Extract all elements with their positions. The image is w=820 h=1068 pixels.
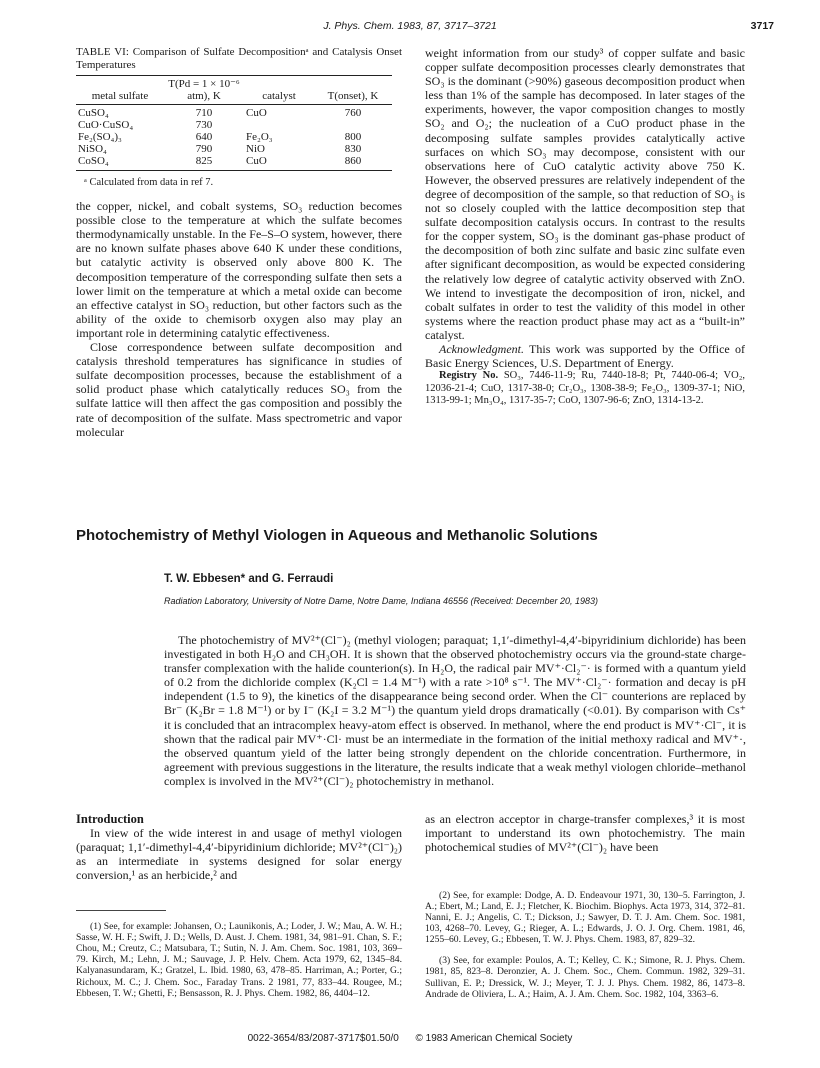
footnotes-right (425, 880, 745, 1010)
body-paragraph: the copper, nickel, and cobalt systems, SO₃ reduction becomes possible close to the temperature at which the sulfate becomes thermodynamically unstable. In the Fe–S–O system, however, there are no known sulfate phases above 640 K under these conditions, but catalytic activity is observed only above 800 K. The decomposition temperature of the corresponding sulfate then sets a lower limit on the temperature at which a metal oxide can become an effective catalyst in SO₃ reduction, but other factors such as the ability of the oxide to chemisorb oxygen also may play an important role in determining catalytic effectiveness. (76, 199, 402, 340)
page-number: 3717 (750, 20, 774, 32)
table-cell: CuSO₄ (78, 107, 109, 119)
right-column (425, 46, 745, 408)
col-header-decomposition-temp: T(Pd = 1 × 10⁻⁶ atm), K (168, 78, 240, 102)
introduction-right (425, 812, 745, 854)
left-column (76, 46, 402, 439)
table-row (76, 119, 392, 131)
table-cell: 825 (195, 155, 213, 167)
table-cell: Fe₂(SO₄)₃ (78, 131, 122, 143)
footnotes-left (76, 902, 402, 1009)
journal-citation: J. Phys. Chem. 1983, 87, 3717–3721 (323, 20, 497, 32)
table-cell: 710 (195, 107, 213, 119)
table-row (76, 143, 392, 155)
table-row (76, 105, 392, 120)
table-cell: 800 (344, 131, 362, 143)
table-cell: 830 (344, 143, 362, 155)
page-footer (0, 1033, 820, 1044)
table-footnote: ᵃ Calculated from data in ref 7. (84, 177, 214, 188)
body-paragraph: In view of the wide interest in and usage of methyl viologen (paraquat; 1,1′-dimethyl-4,4′-bipyridinium dichloride; MV²⁺(Cl⁻)₂) as an intermediate in systems designed for solar energy conversion,¹ as an herbicide,² and (76, 826, 402, 883)
acknowledgment-text: This work was supported by the Office of Basic Energy Sciences, U.S. Department of Energy. (425, 341, 745, 371)
body-paragraph: Close correspondence between sulfate decomposition and catalysis threshold temperatures has significance in studies of sulfate decomposition processes, because the establishment of a solid product phase which catalytically reduces SO₃ from the sulfate lattice will then affect the gas composition and possibly the rate of decomposition of the sulfate. Mass spectrometric and vapor molecular (76, 340, 402, 439)
body-paragraph: weight information from our study³ of copper sulfate and basic copper sulfate decomposition processes clearly demonstrates that SO₃ is the dominant (>90%) gaseous decomposition product when less than 1% of the sample has decomposed. In later stages of the experiments, however, the vapor composition changes to mostly SO₂ and O₂; the nucleation of a CuO product phase in the decomposing sulfate samples provides catalytically active surfaces on which SO₃ may decompose, consistent with our observations here of CuO catalytic activity above 750 K. However, the observed pressures are relatively independent of the degree of decomposition of the sample, so that reduction of SO₃ is not so closely coupled with the lattice decomposition step that sulfate decomposition catalysis occurs. In contrast to the results for the copper system, SO₃ is the dominant gas-phase product of the decomposition of both zinc sulfate and basic zinc sulfate even after significant decomposition, as would be expected considering the relatively low degree of catalytic activity observed with ZnO. We intend to investigate the decomposition of iron, nickel, and cobalt sulfates in order to test the validity of this model in other systems where the reaction product phase may act as a “built-in” catalyst. (425, 46, 745, 342)
col-header-metal-sulfate: metal sulfate (91, 90, 149, 102)
article-authors: T. W. Ebbesen* and G. Ferraudi (164, 573, 334, 585)
table-cell (314, 119, 392, 131)
table-header-row (76, 76, 392, 105)
table-cell: Fe₂O₃ (246, 131, 273, 143)
footnote: (2) See, for example: Dodge, A. D. Endeavour 1971, 30, 130–5. Farrington, J. A.; Ebert, M.; Land, E. J.; Fletcher, K. Biochim. Biophys. Acta 1973, 314, 372–81. Nanni, E. J.; Angelis, C. T.; Dickson, J.; Sawyer, D. T. J. Am. Chem. Soc. 1981, 103, 4268–70. Levey, G.; Rieger, A. L.; Edwards, J. O. J. Org. Chem. 1981, 46, 1255–60. Levey, G.; Ebbesen, T. W. J. Phys. Chem. 1983, 87, 829–32. (425, 889, 745, 946)
section-heading: Introduction (76, 812, 144, 826)
introduction-left (76, 812, 402, 882)
col-header-onset-temp: T(onset), K (327, 90, 379, 102)
table-cell: 790 (195, 143, 213, 155)
table-cell: NiSO₄ (78, 143, 107, 155)
registry-label: Registry No. (439, 370, 499, 382)
article-title: Photochemistry of Methyl Viologen in Aqueous and Methanolic Solutions (76, 527, 598, 544)
table-cell: CoSO₄ (78, 155, 109, 167)
registry-text: SO₃, 7446-11-9; Ru, 7440-18-8; Pt, 7440-06-4; VO₂, 12036-21-4; CuO, 1317-38-0; Cr₂O₃, 1308-38-9; Fe₂O₃, 1309-37-1; NiO, 1313-99-1; Mn₃O₄, 1317-35-7; CoO, 1307-96-6; ZnO, 1314-13-2. (425, 370, 745, 407)
article-abstract: The photochemistry of MV²⁺(Cl⁻)₂ (methyl viologen; paraquat; 1,1′-dimethyl-4,4′-bipyridinium dichloride) has been investigated in both H₂O and CH₃OH. It is shown that the observed photochemistry occurs via the ground-state charge-transfer complexation with the halide counterion(s). In H₂O, the radical pair MV⁺·Cl₂⁻· is formed with a quantum yield of 0.2 from the dichloride complex (K₂Cl = 1.4 M⁻¹) with a rate >10⁸ s⁻¹. The MV⁺·Cl₂⁻· formation and decay is pH independent (1.5 to 9), the kinetics of the disappearance being second order. When the Cl⁻ counterions are replaced by Br⁻ (K₂Br = 1.8 M⁻¹) or by I⁻ (K₂I = 3.2 M⁻¹) the quantum yield drops dramatically (<0.01). By comparison with Cs⁺ it is concluded that an intracomplex heavy-atom effect is observed. In methanol, where the end product is MV⁺·Cl⁻, it is shown that the radical pair MV⁺·Cl· must be an intermediate in the formation of the initial methoxy radical and MV⁺·, the observed quantum yield of the latter being strongly dependent on the chloride concentration. Furthermore, in agreement with previous suggestions in the literature, the results indicate that a weak methyl viologen chloride–methanol complex is involved in the MV²⁺(Cl⁻)₂ photochemistry in methanol. (164, 633, 746, 788)
footnote: (3) See, for example: Poulos, A. T.; Kelley, C. K.; Simone, R. J. Phys. Chem. 1981, 85, 823–8. Deronzier, A. J. Chem. Soc., Chem. Commun. 1982, 329–31. Sullivan, E. P.; Dressick, W. J.; Meyer, T. J. J. Phys. Chem. 1982, 86, 1473–8. Andrade de Oliviera, L. A.; Haim, A. J. Am. Chem. Soc. 1982, 104, 3363–6. (425, 955, 745, 1000)
body-paragraph: as an electron acceptor in charge-transfer complexes,³ it is most important to understand its own photochemistry. The main photochemical studies of MV²⁺(Cl⁻)₂ have been (425, 812, 745, 855)
table-cell: 760 (344, 107, 362, 119)
article-affiliation: Radiation Laboratory, University of Notre Dame, Notre Dame, Indiana 46556 (Received: December 20, 1983) (164, 596, 599, 606)
footnote-divider (76, 910, 166, 911)
table-cell: CuO (246, 107, 267, 119)
table-cell: CuO·CuSO₄ (78, 119, 134, 131)
table-cell: NiO (246, 143, 265, 155)
table-cell (244, 119, 314, 131)
table-row (76, 155, 392, 171)
table-row (76, 131, 392, 143)
registry-numbers (425, 370, 745, 408)
col-header-catalyst: catalyst (262, 90, 296, 102)
footnote: (1) See, for example: Johansen, O.; Launikonis, A.; Loder, J. W.; Mau, A. W. H.; Sasse, W. H. F.; Swift, J. D.; Wells, D. Aust. J. Chem. 1981, 34, 981–91. Chan, S. F.; Chou, M.; Creutz, C.; Matsubara, T.; Sutin, N. J. Am. Chem. Soc. 1981, 103, 369–79. Kirch, M.; Lehn, J. M.; Sauvage, J. P. Helv. Chem. Acta 1979, 62, 1345–84. Kalyanasundaram, K.; Gratzel, L. Ibid. 1980, 63, 478–85. Harriman, A.; Porter, G.; Richoux, M. C.; J. Chem. Soc., Faraday Trans. 2 1981, 77, 833–44. Rougee, M.; Ebbesen, T. W.; Ghetti, F.; Bensasson, R. J. Phys. Chem. 1982, 86, 4404–12. (76, 920, 402, 999)
data-table (76, 75, 392, 171)
acknowledgment (425, 342, 745, 370)
footer-copyright: © 1983 American Chemical Society (415, 1033, 573, 1044)
footer-code: 0022-3654/83/2087-3717$01.50/0 (247, 1033, 399, 1044)
table-cell: 730 (195, 119, 213, 131)
acknowledgment-label: Acknowledgment. (439, 341, 524, 356)
table-caption: TABLE VI: Comparison of Sulfate Decompositionᵃ and Catalysis Onset Temperatures (76, 46, 402, 71)
table-cell: 640 (195, 131, 213, 143)
table-cell: CuO (246, 155, 267, 167)
table-cell: 860 (344, 155, 362, 167)
